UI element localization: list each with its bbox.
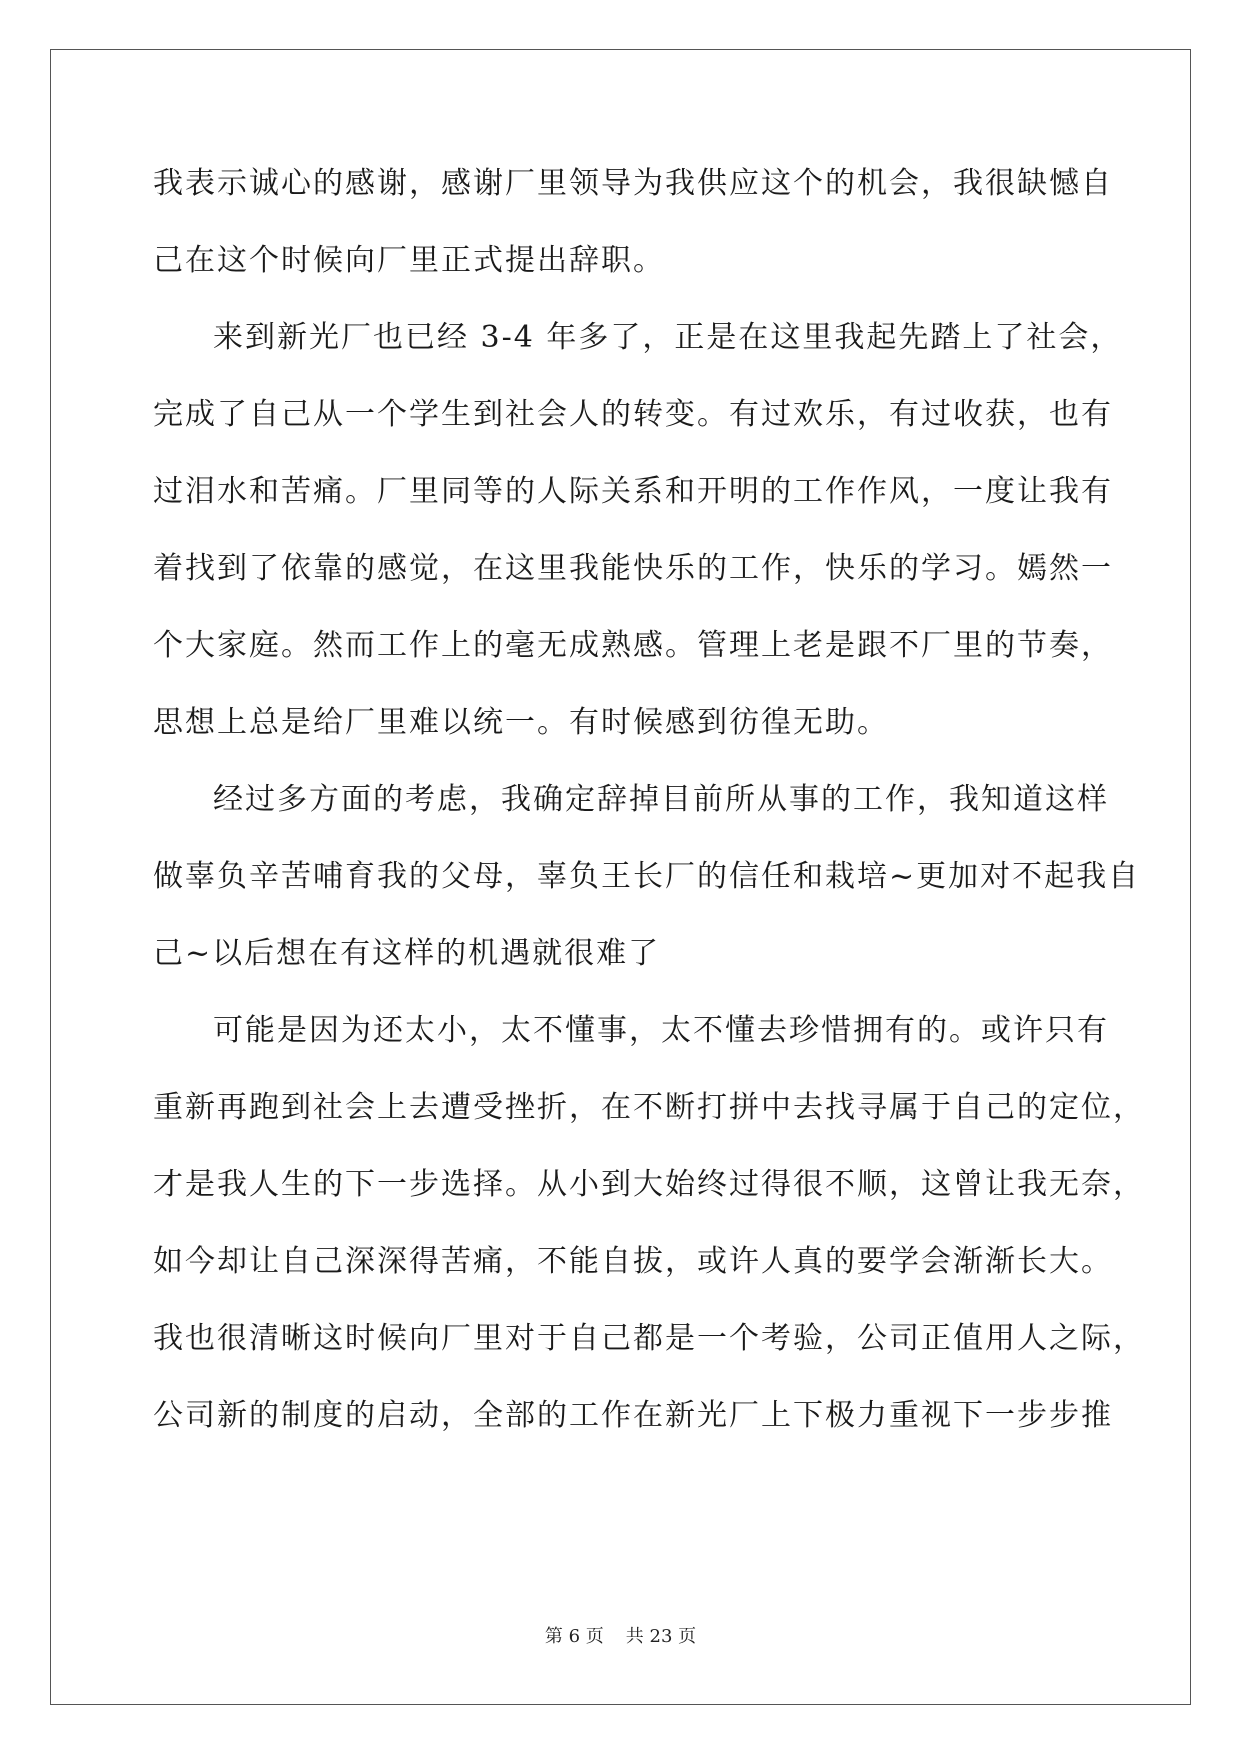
text-line: 过泪水和苦痛。厂里同等的人际关系和开明的工作作风，一度让我有	[153, 474, 1113, 509]
paragraph-start-line: 经过多方面的考虑，我确定辞掉目前所从事的工作，我知道这样	[213, 782, 1109, 817]
text-line: 如今却让自己深深得苦痛，不能自拔，或许人真的要学会渐渐长大。	[153, 1244, 1113, 1279]
page-footer	[0, 1622, 1241, 1648]
text-line: 着找到了依靠的感觉，在这里我能快乐的工作，快乐的学习。嫣然一	[153, 551, 1113, 586]
text-line: 才是我人生的下一步选择。从小到大始终过得很不顺，这曾让我无奈，	[153, 1167, 1145, 1202]
text-line: 完成了自己从一个学生到社会人的转变。有过欢乐，有过收获，也有	[153, 397, 1113, 432]
text-line: 思想上总是给厂里难以统一。有时候感到彷徨无助。	[153, 705, 889, 740]
page-number-current: 第 6 页	[544, 1626, 604, 1647]
text-line: 我也很清晰这时候向厂里对于自己都是一个考验，公司正值用人之际，	[153, 1321, 1145, 1356]
text-line: 个大家庭。然而工作上的毫无成熟感。管理上老是跟不厂里的节奏，	[153, 628, 1113, 663]
text-line: 做辜负辛苦哺育我的父母，辜负王长厂的信任和栽培~更加对不起我自	[153, 859, 1141, 894]
text-line: 我表示诚心的感谢，感谢厂里领导为我供应这个的机会，我很缺憾自	[153, 166, 1113, 201]
text-line: 己~以后想在有这样的机遇就很难了	[153, 936, 661, 971]
paragraph-start-line: 来到新光厂也已经 3-4 年多了，正是在这里我起先踏上了社会，	[213, 320, 1123, 355]
page-number-total: 共 23 页	[625, 1626, 697, 1647]
paragraph-start-line: 可能是因为还太小，太不懂事，太不懂去珍惜拥有的。或许只有	[213, 1013, 1109, 1048]
text-line: 重新再跑到社会上去遭受挫折，在不断打拼中去找寻属于自己的定位，	[153, 1090, 1145, 1125]
document-body	[153, 164, 1145, 1473]
text-line: 己在这个时候向厂里正式提出辞职。	[153, 243, 665, 278]
text-line: 公司新的制度的启动，全部的工作在新光厂上下极力重视下一步步推	[153, 1398, 1113, 1433]
